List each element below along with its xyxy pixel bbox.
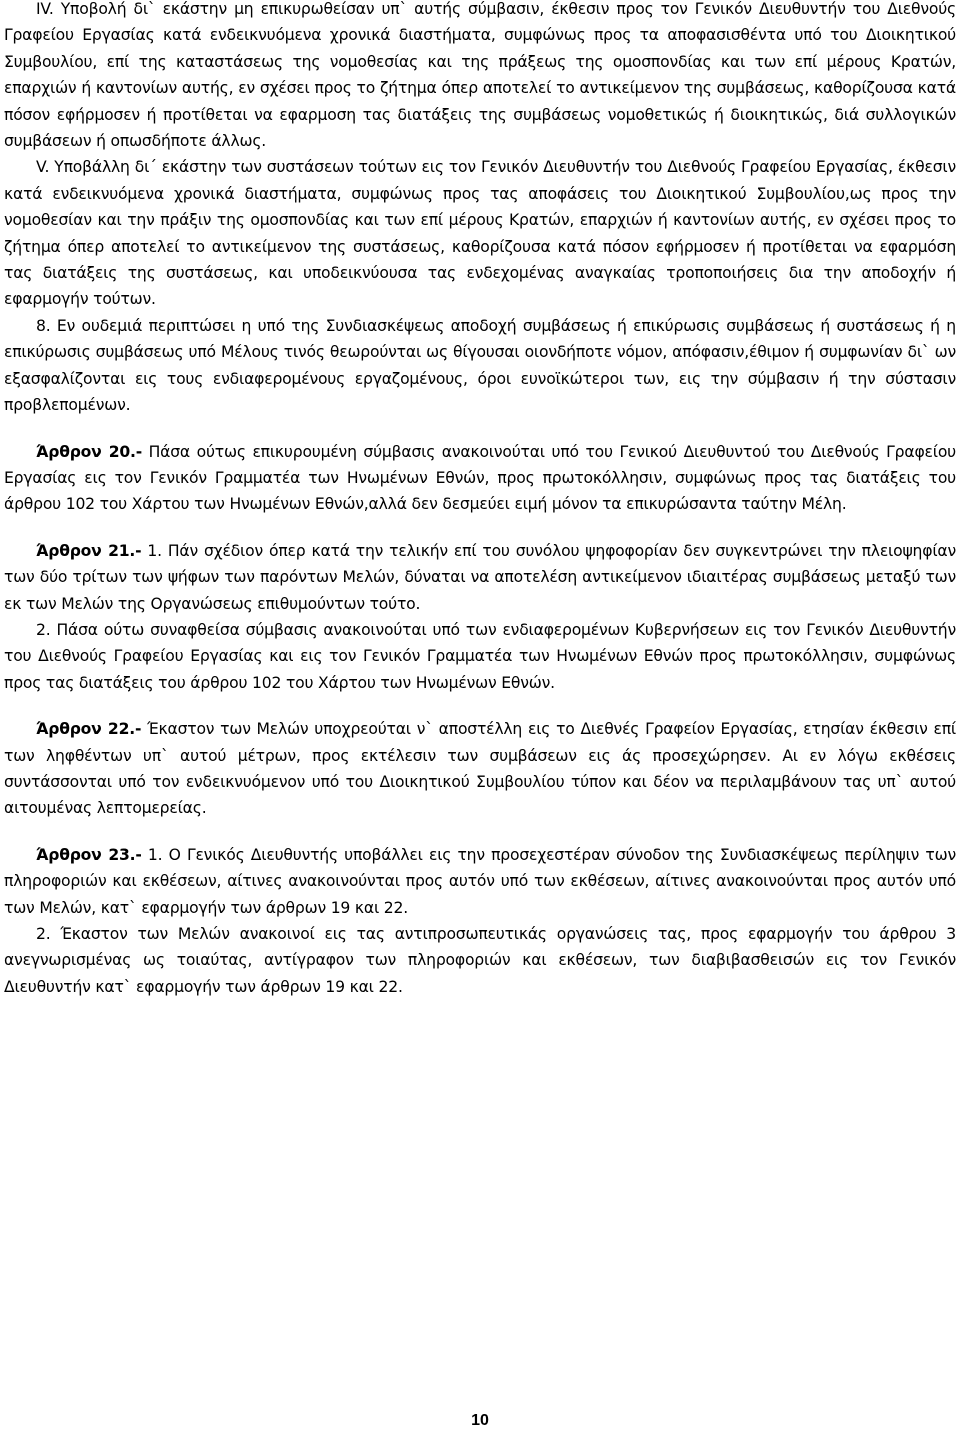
article-23-title: Άρθρον 23.- xyxy=(36,845,142,864)
article-23-subparagraph: 2. Έκαστον των Μελών ανακοινοί εις τας αντιπροσωπευτικάς οργανώσεις τας, προς εφαρμογήν του άρθρου 3 ανεγνωρισμένας ως τοιαύτας, αντίγραφον των πληροφοριών και εκθέσεων, των διαβιβασθεισών εις τον Γενικόν Διευθυντήν κατ` εφαρμογήν των άρθρων 19 και 22. xyxy=(4,925,956,996)
paragraph-8-text: Εν ουδεμιά περιπτώσει η υπό της Συνδιασκέψεως αποδοχή συμβάσεως ή επικύρωσις συμβάσεως ή συστάσεως ή η επικύρωσις συμβάσεως υπό Μέλους τινός θεωρούνται ως θίγουσαι οιονδήποτε νόμον, απόφασιν,έθιμον ή συμφωνίαν δι` ων εξασφαλίζονται εις τους ενδιαφερομένους εργαζομένους, όροι ευνοϊκώτεροι των, εις την σύμβασιν ή την σύστασιν προβλεπομένων. xyxy=(4,316,956,415)
article-21-subparagraph: 2. Πάσα ούτω συναφθείσα σύμβασις ανακοινούται υπό των ενδιαφερομένων Κυβερνήσεων εις τον Γενικόν Διευθυντήν του Διεθνούς Γραφείου Εργασίας και εις τον Γενικόν Γραμματέα των Ηνωμένων Εθνών προς πρωτοκόλλησιν, συμφώνως προς τας διατάξεις του άρθρου 102 του Χάρτου των Ηνωμένων Εθνών. xyxy=(4,620,956,692)
document-page xyxy=(4,0,956,1000)
article-21 xyxy=(4,538,956,617)
paragraph-iv-text: Υποβολή δι` εκάστην μη επικυρωθείσαν υπ` αυτής σύμβασιν, έκθεσιν προς τον Γενικόν Διευθυντήν του Διεθνούς Γραφείου Εργασίας κατά ενδεικνυόμενα χρονικά διαστήματα, συμφώνως προς τα αποφασισθέντα υπό του Διοικητικού Συμβουλίου, επί της καταστάσεως της νομοθεσίας και της πράξεως της ομοσπονδίας και των επί μέρους Κρατών, επαρχιών ή καντονίων αυτής, εν σχέσει προς το ζήτημα όπερ αποτελεί το αντικείμενον της συμβάσεως, καθορίζουσα κατά πόσον εφήρμοσεν ή προτίθεται να εφαρμοση τας διατάξεις της συμβάσεως νομοθετικώς ή διοικητικώς, διά συλλογικών συμβάσεων ή οπωσδήποτε άλλως. xyxy=(4,0,956,151)
paragraph-8-label: 8. xyxy=(36,316,51,335)
paragraph-v xyxy=(4,154,956,312)
article-21-text: 1. Πάν σχέδιον όπερ κατά την τελικήν επί του συνόλου ψηφοφορίαν δεν συγκεντρώνει την πλειοψηφίαν των δύο τρίτων των ψήφων των παρόντων Μελών, δύναται να αποτελέση αντικείμενον ιδιαιτέρας συμβάσεως μεταξύ των εκ των Μελών της Οργανώσεως επιθυμούντων τούτο. xyxy=(4,541,956,613)
article-22-text: Έκαστον των Μελών υποχρεούται ν` αποστέλλη εις το Διεθνές Γραφείον Εργασίας, ετησίαν έκθεσιν επί των ληφθέντων υπ` αυτού μέτρων, προς εκτέλεσιν των συμβάσεων εις άς προσεχώρησεν. Αι εν λόγω εκθέσεις συντάσσονται υπό τον ενδεικνυόμενον υπό του Διοικητικού Συμβουλίου τύπον και δέον να περιλαμβάνουν τας υπ` αυτού αιτουμένας λεπτομερείας. xyxy=(4,720,956,818)
page-number: 10 xyxy=(471,1412,489,1429)
article-20-title: Άρθρον 20.- xyxy=(36,442,143,461)
paragraph-iv-label: IV. xyxy=(36,0,54,18)
paragraph-8 xyxy=(4,313,956,419)
article-22 xyxy=(4,716,956,822)
paragraph-v-label: V. xyxy=(36,158,50,177)
article-23-text: 1. Ο Γενικός Διευθυντής υποβάλλει εις την προσεχεστέραν σύνοδον της Συνδιασκέψεως περίληψιν των πληροφοριών και εκθέσεων, αίτινες ανακοινούνται προς αυτόν υπό των εκθέσεων, αίτινες ανακοινούνται προς αυτόν υπό των Μελών, κατ` εφαρμογήν των άρθρων 19 και 22. xyxy=(4,845,956,917)
article-22-title: Άρθρον 22.- xyxy=(36,720,142,739)
article-20 xyxy=(4,439,956,518)
paragraph-v-text: Υποβάλλη δι΄ εκάστην των συστάσεων τούτων εις τον Γενικόν Διευθυντήν του Διεθνούς Γραφείου Εργασίας, έκθεσιν κατά ενδεικνυόμενα χρονικά διαστήματα, συμφώνως προς τας αποφάσεις του Διοικητικού Συμβουλίου,ως προς την νομοθεσίαν και την πράξιν της ομοσπονδίας και των επί μέρους Κρατών, επαρχιών ή καντονίων αυτής, εν σχέσει προς το ζήτημα όπερ αποτελεί το αντικείμενον της συστάσεως, καθορίζουσα κατά πόσον εφήρμοσεν ή προτίθεται να εφαρμόση τας διατάξεις της συστάσεως, και υποδεικνύουσα τας ενδεχομένας αναγκαίας τροποποιήσεις δια την αποδοχήν ή εφαρμογήν τούτων. xyxy=(4,158,956,309)
paragraph-iv xyxy=(4,0,956,154)
article-20-text: Πάσα ούτως επικυρουμένη σύμβασις ανακοινούται υπό του Γενικού Διευθυντού του Διεθνούς Γραφείου Εργασίας εις τον Γενικόν Γραμματέα των Ηνωμένων Εθνών, προς πρωτοκόλλησιν, συμφώνως προς τας διατάξεις του άρθρου 102 του Χάρτου των Ηνωμένων Εθνών,αλλά δεν δεσμεύει ειμή μόνον τα επικυρώσαντα ταύτην Μέλη. xyxy=(4,442,956,514)
article-23 xyxy=(4,842,956,921)
article-21-title: Άρθρον 21.- xyxy=(36,541,142,560)
